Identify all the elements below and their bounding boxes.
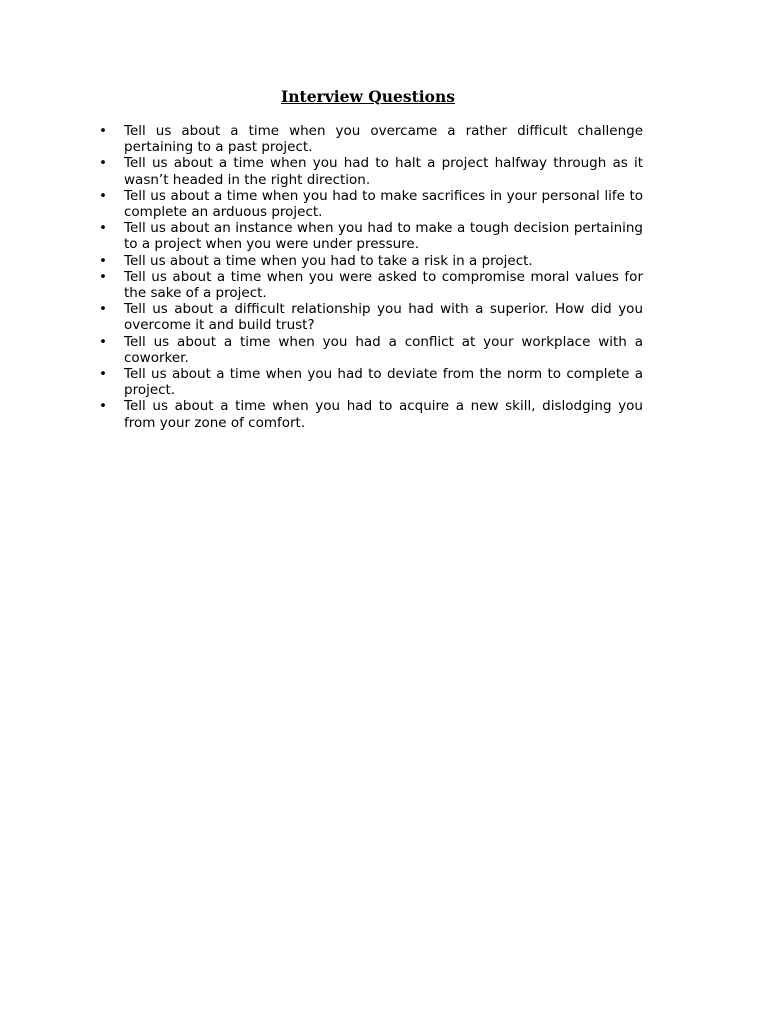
- question-text: Tell us about an instance when you had to make a tough decision pertaining to a project when you were under pressure.: [124, 220, 643, 253]
- list-item: [0, 269, 768, 301]
- question-list: [0, 123, 768, 431]
- bullet-icon: •: [99, 187, 107, 204]
- list-item: [0, 220, 768, 252]
- question-text: Tell us about a time when you had to deviate from the norm to complete a project.: [124, 366, 643, 399]
- question-text: Tell us about a time when you had a conflict at your workplace with a coworker.: [124, 333, 643, 366]
- bullet-icon: •: [99, 220, 107, 237]
- bullet-icon: •: [99, 252, 107, 269]
- question-text: Tell us about a time when you had to take a risk in a project.: [124, 252, 533, 269]
- question-text: Tell us about a time when you were asked to compromise moral values for the sake of a project.: [124, 268, 643, 302]
- bullet-icon: •: [99, 333, 107, 350]
- question-text: Tell us about a difficult relationship you had with a superior. How did you overcome it and build trust?: [124, 301, 643, 334]
- bullet-icon: •: [99, 301, 107, 318]
- list-item: [0, 334, 768, 366]
- list-item: [0, 253, 768, 269]
- list-item: [0, 123, 768, 155]
- list-item: [0, 366, 768, 398]
- question-text: Tell us about a time when you had to make sacrifices in your personal life to complete an arduous project.: [124, 187, 643, 221]
- bullet-icon: •: [99, 155, 107, 172]
- document-title: Interview Questions: [281, 87, 455, 106]
- bullet-icon: •: [99, 123, 107, 139]
- bullet-icon: •: [99, 366, 107, 383]
- question-text: Tell us about a time when you overcame a rather difficult challenge pertaining to a past project.: [124, 123, 643, 156]
- list-item: [0, 398, 768, 430]
- bullet-icon: •: [99, 268, 107, 285]
- list-item: [0, 301, 768, 333]
- bullet-icon: •: [99, 398, 107, 415]
- list-item: [0, 155, 768, 187]
- list-item: [0, 188, 768, 220]
- question-text: Tell us about a time when you had to halt a project halfway through as it wasn’t headed in the right direction.: [124, 155, 643, 188]
- question-text: Tell us about a time when you had to acquire a new skill, dislodging you from your zone of comfort.: [124, 398, 643, 431]
